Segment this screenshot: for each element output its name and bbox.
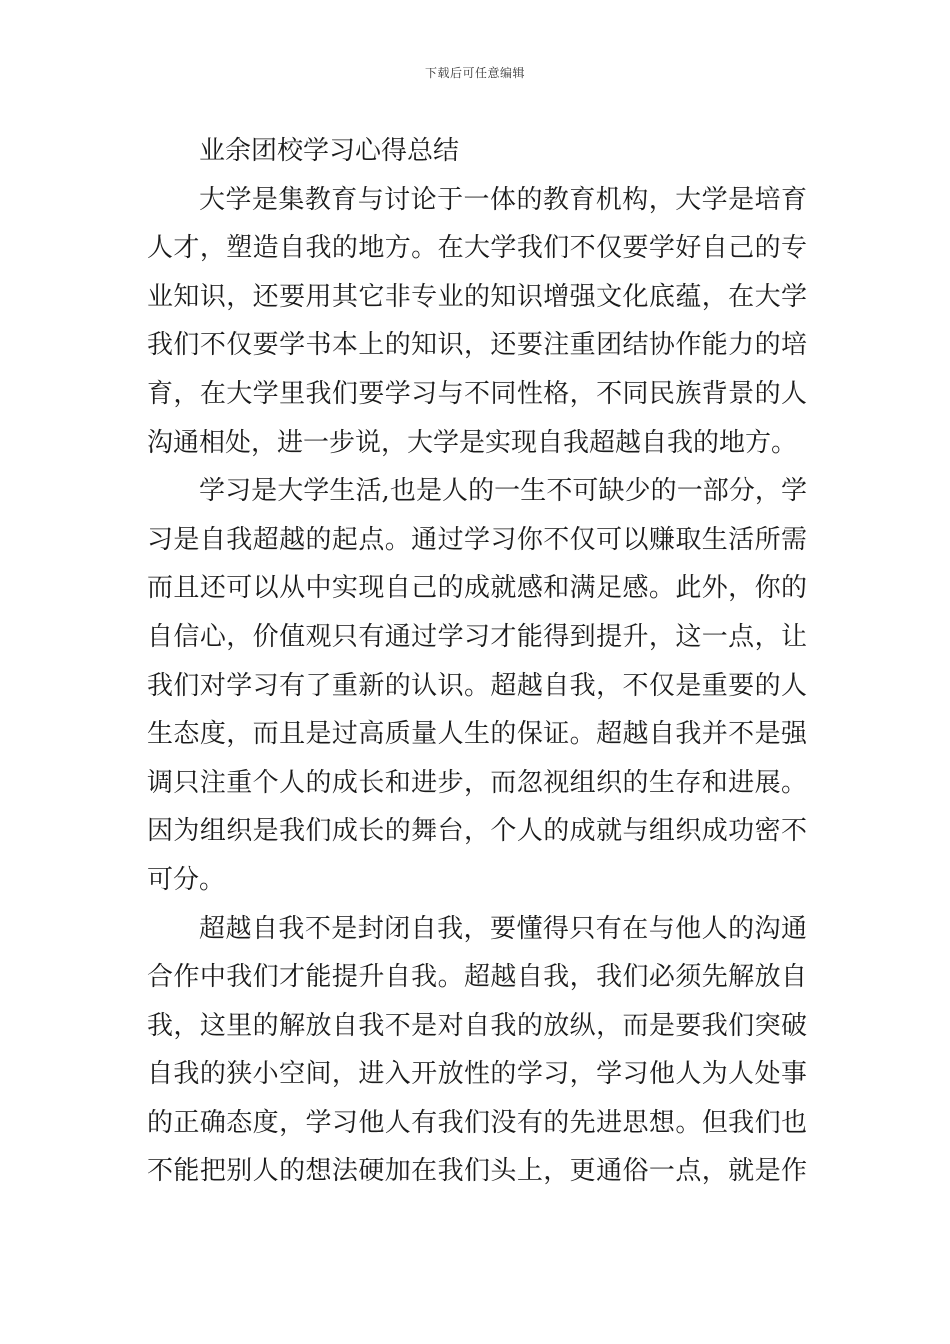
text-line: 自我的狭小空间，进入开放性的学习，学习他人为人处事 [147,1059,807,1090]
text-line: 超越自我不是封闭自我，要懂得只有在与他人的沟通 [199,913,807,944]
text-line: 可分。 [147,864,226,895]
paragraph-1 [147,176,807,468]
text-line: 习是自我超越的起点。通过学习你不仅可以赚取生活所需 [147,524,807,555]
text-line: 育，在大学里我们要学习与不同性格，不同民族背景的人 [147,378,807,409]
text-line: 业知识，还要用其它非专业的知识增强文化底蕴，在大学 [147,281,807,312]
text-line: 我，这里的解放自我不是对自我的放纵，而是要我们突破 [147,1010,807,1041]
text-line: 我们对学习有了重新的认识。超越自我，不仅是重要的人 [147,670,807,701]
text-line: 人才，塑造自我的地方。在大学我们不仅要学好自己的专 [147,233,807,264]
document-body [147,127,807,1196]
text-line: 不能把别人的想法硬加在我们头上，更通俗一点，就是作 [147,1156,807,1187]
document-title: 业余团校学习心得总结 [199,136,460,166]
header-text: 下载后可任意编辑 [424,66,525,80]
text-line: 大学是集教育与讨论于一体的教育机构，大学是培育 [199,184,807,215]
text-line: 我们不仅要学书本上的知识，还要注重团结协作能力的培 [147,330,807,361]
text-line: 学习是大学生活,也是人的一生不可缺少的一部分，学 [199,476,807,507]
paragraph-2 [147,467,807,904]
text-line: 而且还可以从中实现自己的成就感和满足感。此外，你的 [147,573,807,604]
text-line: 自信心，价值观只有通过学习才能得到提升，这一点，让 [147,621,807,652]
text-line: 的正确态度，学习他人有我们没有的先进思想。但我们也 [147,1107,807,1138]
text-line: 合作中我们才能提升自我。超越自我，我们必须先解放自 [147,962,807,993]
text-line: 因为组织是我们成长的舞台，个人的成就与组织成功密不 [147,816,807,847]
text-line: 调只注重个人的成长和进步，而忽视组织的生存和进展。 [147,767,807,798]
text-line: 生态度，而且是过高质量人生的保证。超越自我并不是强 [147,719,807,750]
text-line: 沟通相处，进一步说，大学是实现自我超越自我的地方。 [147,427,798,458]
page-header [0,64,950,82]
paragraph-3 [147,905,807,1197]
